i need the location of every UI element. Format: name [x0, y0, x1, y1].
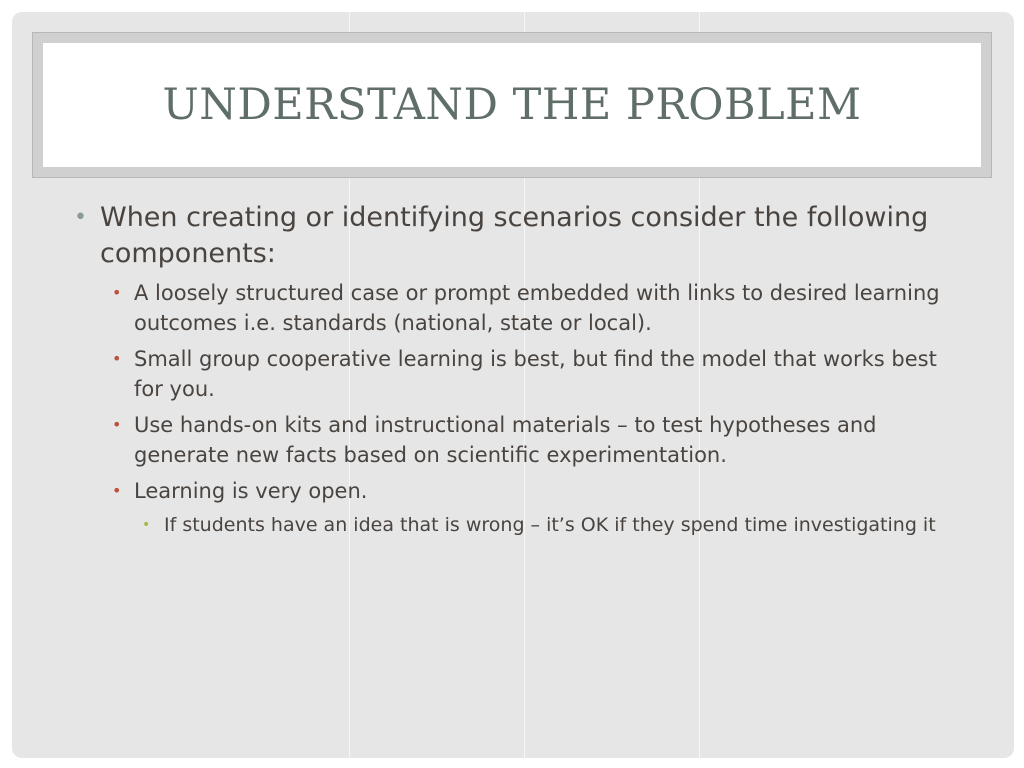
- bullet-text: When creating or identifying scenarios consider the following components:: [100, 202, 929, 269]
- slide-title: UNDERSTAND THE PROBLEM: [162, 80, 862, 130]
- sub-bullet-text: Small group cooperative learning is best, but find the model that works best for you.: [134, 347, 937, 401]
- bullet-dot-icon: •: [112, 349, 122, 368]
- sub-sub-bullet-text: If students have an idea that is wrong – it’s OK if they spend time investigating it: [164, 514, 936, 536]
- sub-bullet-text: Learning is very open.: [134, 479, 368, 503]
- bullet-dot-icon: •: [112, 481, 122, 500]
- slide: [12, 12, 1014, 758]
- sub-bullet-text: A loosely structured case or prompt embedded with links to desired learning outcomes i.e. standards (national, state or local).: [134, 281, 940, 335]
- sub-bullet-text: Use hands-on kits and instructional materials – to test hypotheses and generate new facts based on scientific experimentation.: [134, 413, 877, 467]
- bullet-dot-icon: •: [74, 205, 87, 230]
- sub-bullet-item: [72, 476, 972, 506]
- sub-bullet-item: [72, 410, 972, 470]
- title-frame: [32, 32, 992, 178]
- bullet-dot-icon: •: [112, 283, 122, 302]
- title-box: [43, 43, 981, 167]
- sub-bullet-item: [72, 278, 972, 338]
- slide-content: [72, 200, 972, 545]
- bullet-item: [72, 200, 972, 272]
- sub-bullet-item: [72, 344, 972, 404]
- bullet-dot-icon: •: [112, 415, 122, 434]
- bullet-dot-icon: •: [142, 517, 151, 533]
- sub-sub-bullet-item: [72, 512, 972, 539]
